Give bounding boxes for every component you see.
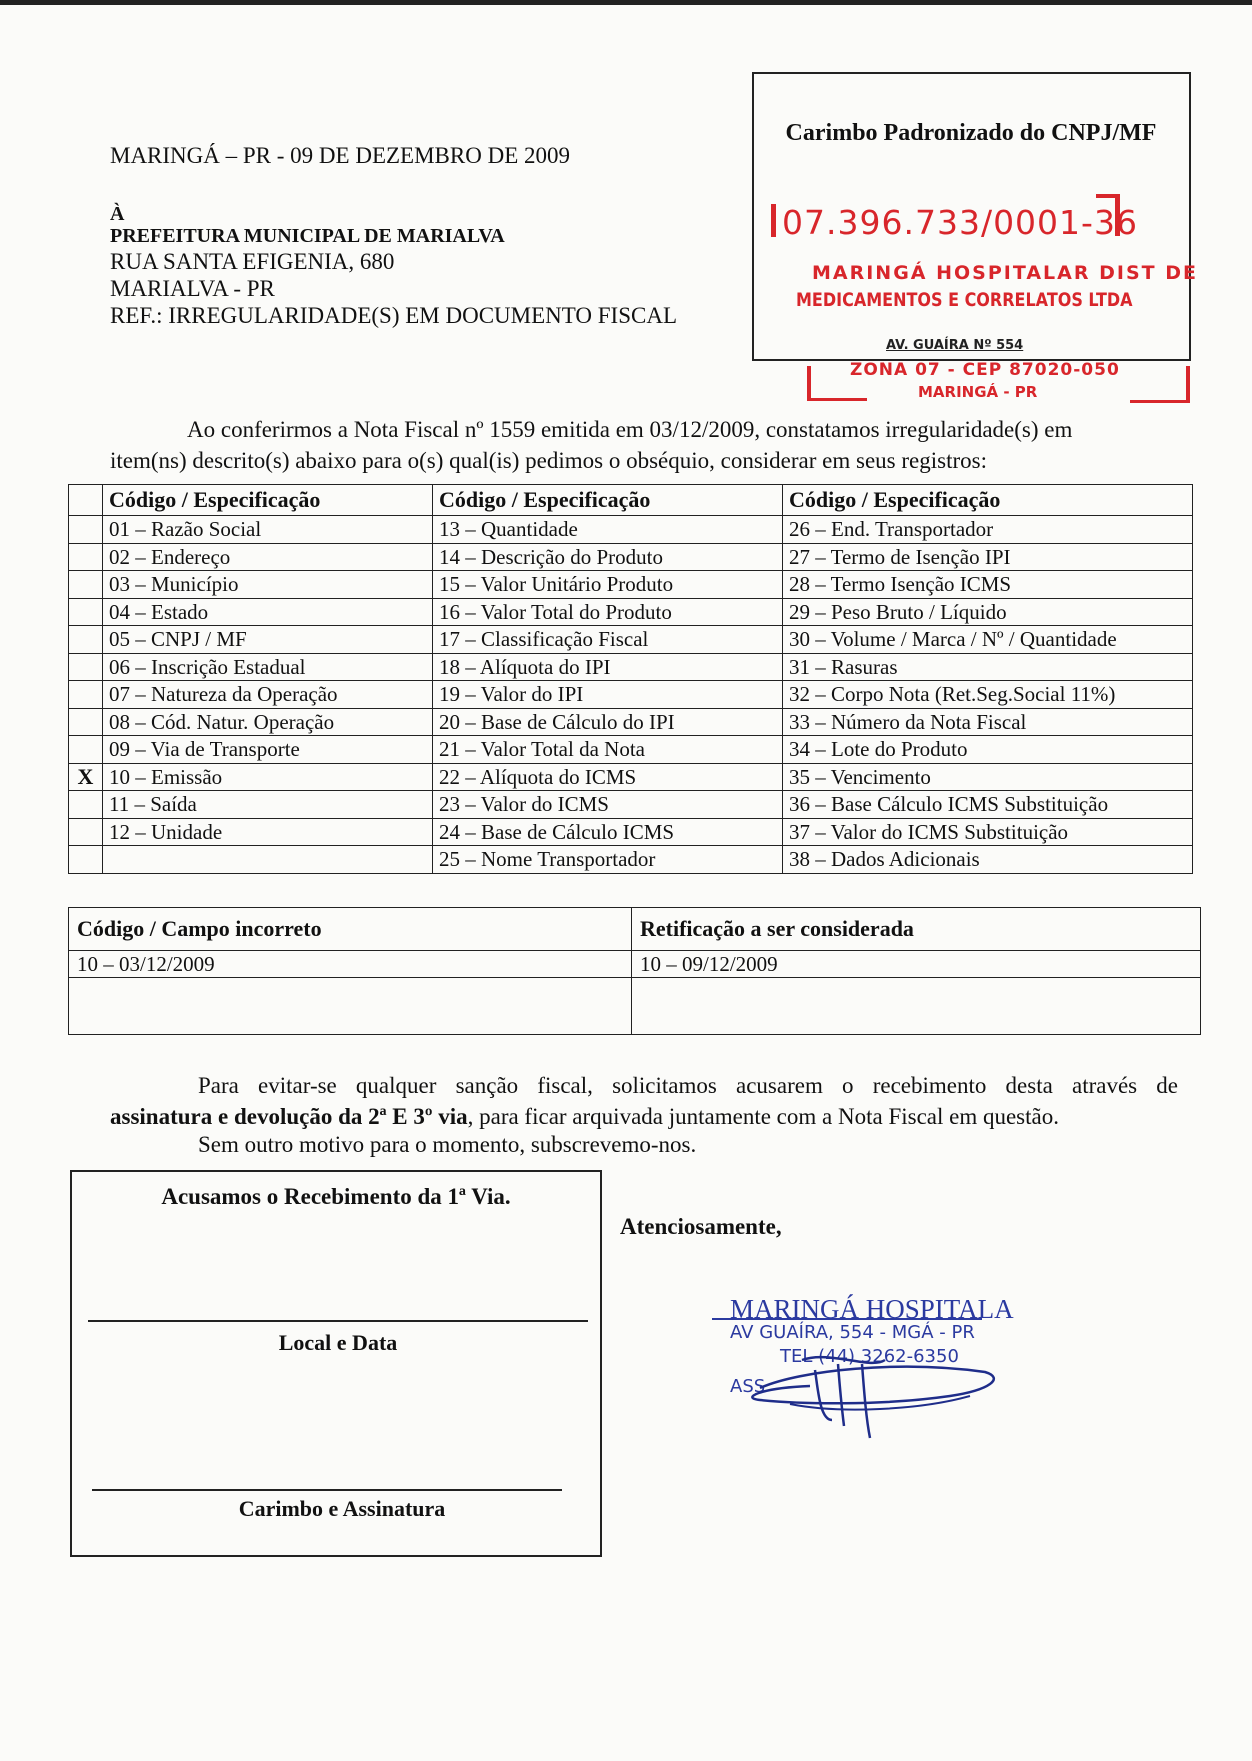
codes-row — [69, 763, 1193, 791]
codes-row — [69, 653, 1193, 681]
mark-cell — [69, 818, 103, 846]
reference-line: REF.: IRREGULARIDADE(S) EM DOCUMENTO FISCAL — [110, 303, 678, 328]
col1-cell: 10 – Emissão — [103, 763, 433, 791]
col1-cell: 07 – Natureza da Operação — [103, 681, 433, 709]
codes-row — [69, 736, 1193, 764]
col2-cell: 24 – Base de Cálculo ICMS — [433, 818, 783, 846]
col2-cell: 13 – Quantidade — [433, 516, 783, 544]
col1-cell: 05 – CNPJ / MF — [103, 626, 433, 654]
correction-table — [68, 907, 1201, 1035]
col3-cell: 37 – Valor do ICMS Substituição — [783, 818, 1193, 846]
col1-cell: 02 – Endereço — [103, 543, 433, 571]
col2-cell: 25 – Nome Transportador — [433, 846, 783, 874]
codes-row — [69, 626, 1193, 654]
intro-line2: item(ns) descrito(s) abaixo para o(s) qual(is) pedimos o obséquio, considerar em seus registros: — [110, 448, 987, 473]
codes-row — [69, 571, 1193, 599]
col2-cell: 14 – Descrição do Produto — [433, 543, 783, 571]
col1-cell: 08 – Cód. Natur. Operação — [103, 708, 433, 736]
mark-cell — [69, 598, 103, 626]
empty-cell — [632, 978, 1201, 1035]
scan-top-edge — [0, 0, 1252, 5]
correction-empty-row — [69, 978, 1201, 1035]
recipient-city: MARIALVA - PR — [110, 276, 275, 301]
to-label: À — [110, 203, 125, 225]
signature-loop — [752, 1367, 993, 1404]
col3-cell: 29 – Peso Bruto / Líquido — [783, 598, 1193, 626]
signature-stamp-name: MARINGÁ HOSPITALA — [730, 1294, 1014, 1324]
rectification-header: Retificação a ser considerada — [632, 908, 1201, 951]
receipt-title: Acusamos o Recebimento da 1ª Via. — [161, 1184, 511, 1209]
mark-header — [69, 485, 103, 516]
mark-cell — [69, 653, 103, 681]
stamp-bracket-top — [1096, 194, 1118, 198]
intro-line1: Ao conferirmos a Nota Fiscal nº 1559 emitida em 03/12/2009, constatamos irregularidade(s) em — [187, 417, 1073, 442]
col3-header: Código / Especificação — [783, 485, 1193, 516]
mark-cell — [69, 736, 103, 764]
codes-table — [68, 484, 1193, 874]
col2-cell: 22 – Alíquota do ICMS — [433, 763, 783, 791]
stamp-zone: ZONA 07 - CEP 87020-050 — [850, 360, 1120, 380]
local-date-label: Local e Data — [278, 1330, 398, 1355]
col2-cell: 23 – Valor do ICMS — [433, 791, 783, 819]
codes-row — [69, 543, 1193, 571]
empty-cell — [69, 978, 632, 1035]
col2-cell: 15 – Valor Unitário Produto — [433, 571, 783, 599]
col3-cell: 33 – Número da Nota Fiscal — [783, 708, 1193, 736]
col1-cell: 03 – Município — [103, 571, 433, 599]
col3-cell: 36 – Base Cálculo ICMS Substituição — [783, 791, 1193, 819]
col2-cell: 20 – Base de Cálculo do IPI — [433, 708, 783, 736]
col3-cell: 35 – Vencimento — [783, 763, 1193, 791]
signature-label: Carimbo e Assinatura — [238, 1496, 446, 1521]
stamp-corner-left-bottom — [807, 398, 867, 401]
handwritten-signature — [720, 1330, 1010, 1440]
mark-cell — [69, 791, 103, 819]
recipient-name: PREFEITURA MUNICIPAL DE MARIALVA — [110, 225, 505, 247]
stamp-address: AV. GUAÍRA Nº 554 — [886, 338, 1024, 353]
codes-row — [69, 681, 1193, 709]
codes-row — [69, 708, 1193, 736]
cnpj-stamp-title: Carimbo Padronizado do CNPJ/MF — [785, 120, 1157, 146]
col3-cell: 27 – Termo de Isenção IPI — [783, 543, 1193, 571]
mark-cell — [69, 543, 103, 571]
codes-body — [69, 516, 1193, 874]
mark-cell: X — [69, 763, 103, 791]
incorrect-field-header: Código / Campo incorreto — [69, 908, 632, 951]
col2-cell: 19 – Valor do IPI — [433, 681, 783, 709]
mark-cell — [69, 516, 103, 544]
signature-stamp-address: AV GUAÍRA, 554 - MGÁ - PR — [730, 1322, 975, 1343]
mark-cell — [69, 681, 103, 709]
mark-cell — [69, 708, 103, 736]
col1-cell: 12 – Unidade — [103, 818, 433, 846]
mark-cell — [69, 846, 103, 874]
col3-cell: 28 – Termo Isenção ICMS — [783, 571, 1193, 599]
correction-header-row — [69, 908, 1201, 951]
signoff: Atenciosamente, — [620, 1214, 782, 1239]
closing-line1: Para evitar-se qualquer sanção fiscal, solicitamos acusarem o recebimento desta através de — [198, 1073, 1178, 1098]
col2-header: Código / Especificação — [433, 485, 783, 516]
col2-cell: 16 – Valor Total do Produto — [433, 598, 783, 626]
closing-line2-bold: assinatura e devolução da 2ª E 3º via — [110, 1104, 468, 1129]
stamp-corner-right — [1186, 366, 1190, 402]
col1-cell: 11 – Saída — [103, 791, 433, 819]
col2-cell: 18 – Alíquota do IPI — [433, 653, 783, 681]
closing-line3: Sem outro motivo para o momento, subscrevemo-nos. — [198, 1132, 697, 1157]
col1-cell — [103, 846, 433, 874]
codes-row — [69, 818, 1193, 846]
closing-paragraph — [198, 1070, 1178, 1101]
recipient-street: RUA SANTA EFIGENIA, 680 — [110, 249, 395, 274]
mark-cell — [69, 626, 103, 654]
codes-row — [69, 598, 1193, 626]
col1-cell: 06 – Inscrição Estadual — [103, 653, 433, 681]
place-date: MARINGÁ – PR - 09 DE DEZEMBRO DE 2009 — [110, 143, 570, 168]
col1-cell: 01 – Razão Social — [103, 516, 433, 544]
stamp-company-line1: MARINGÁ HOSPITALAR DIST DE — [812, 262, 1198, 284]
stamp-company-line2: MEDICAMENTOS E CORRELATOS LTDA — [796, 288, 1133, 311]
codes-row — [69, 846, 1193, 874]
intro-paragraph — [110, 414, 1180, 476]
col2-cell: 17 – Classificação Fiscal — [433, 626, 783, 654]
closing-line2 — [110, 1101, 1200, 1132]
cnpj-number: 07.396.733/0001-36 — [782, 203, 1138, 242]
col3-cell: 34 – Lote do Produto — [783, 736, 1193, 764]
closing-line2-rest: , para ficar arquivada juntamente com a Nota Fiscal em questão. — [467, 1104, 1059, 1129]
signature-stamp-ass: ASS — [730, 1376, 766, 1397]
incorrect-value: 10 – 03/12/2009 — [69, 951, 632, 978]
codes-header-row — [69, 485, 1193, 516]
codes-row — [69, 791, 1193, 819]
col1-cell: 04 – Estado — [103, 598, 433, 626]
col1-cell: 09 – Via de Transporte — [103, 736, 433, 764]
stamp-city: MARINGÁ - PR — [918, 383, 1038, 401]
stamp-corner-right-bottom — [1130, 400, 1190, 403]
col3-cell: 30 – Volume / Marca / Nº / Quantidade — [783, 626, 1193, 654]
mark-cell — [69, 571, 103, 599]
col3-cell: 31 – Rasuras — [783, 653, 1193, 681]
col1-header: Código / Especificação — [103, 485, 433, 516]
correction-row — [69, 951, 1201, 978]
signature-stamp-phone: TEL (44) 3262-6350 — [780, 1346, 959, 1367]
stamp-corner-left — [807, 366, 811, 400]
signature-line — [92, 1489, 562, 1491]
local-date-line — [88, 1320, 588, 1322]
col3-cell: 32 – Corpo Nota (Ret.Seg.Social 11%) — [783, 681, 1193, 709]
col3-cell: 26 – End. Transportador — [783, 516, 1193, 544]
stamp-bracket-left — [771, 204, 776, 237]
col2-cell: 21 – Valor Total da Nota — [433, 736, 783, 764]
col3-cell: 38 – Dados Adicionais — [783, 846, 1193, 874]
codes-row — [69, 516, 1193, 544]
correct-value: 10 – 09/12/2009 — [632, 951, 1201, 978]
